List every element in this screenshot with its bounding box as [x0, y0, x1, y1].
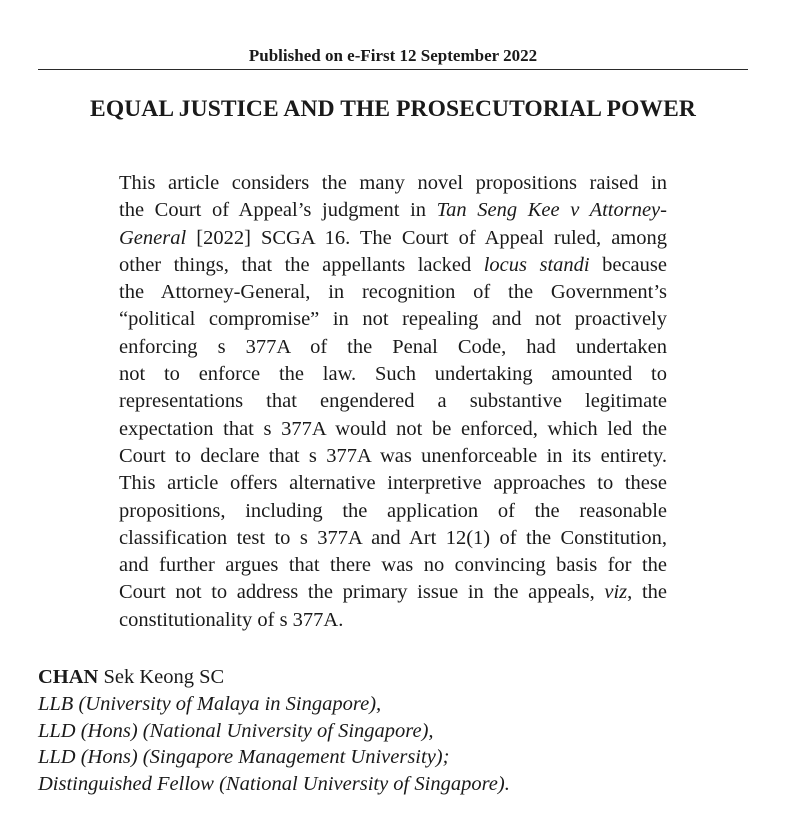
abstract-text: propositions, including the application of the reasonable [119, 499, 667, 522]
publication-date-header: Published on e-First 12 September 2022 [248, 46, 538, 65]
abstract-text: This article considers the many novel propositions raised in [119, 172, 667, 194]
abstract-text: “political compromise” in not repealing and not proactively [119, 308, 667, 331]
abstract-text: classification test to s 377A and Art 12(1) of the Constitution, [119, 526, 667, 549]
article-abstract [119, 170, 667, 634]
author-name [38, 664, 510, 691]
abstract-line [119, 607, 667, 634]
abstract-text: Court not to address the primary issue in the appeals, [119, 581, 605, 604]
abstract-text: the Court of Appeal’s judgment in [119, 199, 437, 222]
abstract-line [119, 334, 667, 361]
abstract-text: enforcing s 377A of the Penal Code, had undertaken [119, 335, 667, 358]
abstract-line [119, 252, 667, 279]
author-credential: Distinguished Fellow (National University of Singapore). [38, 773, 510, 796]
abstract-line [119, 306, 667, 333]
abstract-line [119, 443, 667, 470]
abstract-line [119, 470, 667, 497]
abstract-text: Court to declare that s 377A was unenforceable in its entirety. [119, 444, 667, 467]
author-surname: CHAN [38, 666, 99, 688]
abstract-line [119, 197, 667, 224]
abstract-line [119, 225, 667, 252]
abstract-line [119, 388, 667, 415]
author-block [38, 664, 510, 798]
abstract-text: This article offers alternative interpretive approaches to these [119, 472, 667, 495]
abstract-text: , the [627, 581, 667, 604]
abstract-text: not to enforce the law. Such undertaking amounted to [119, 363, 667, 386]
abstract-text: and further argues that there was no convincing basis for the [119, 554, 667, 577]
article-title: EQUAL JUSTICE AND THE PROSECUTORIAL POWER [90, 96, 696, 122]
abstract-text: [2022] SCGA 16. The Court of Appeal ruled, among [186, 226, 667, 249]
abstract-italic-text: Tan Seng Kee v Attorney- [436, 199, 667, 222]
header-rule [38, 69, 748, 70]
abstract-line [119, 279, 667, 306]
abstract-line [119, 525, 667, 552]
author-credential: LLB (University of Malaya in Singapore), [38, 692, 382, 715]
abstract-text: the Attorney-General, in recognition of the Government’s [119, 281, 667, 304]
abstract-line [119, 170, 667, 197]
abstract-text: expectation that s 377A would not be enforced, which led the [119, 417, 667, 440]
author-credential: LLD (Hons) (Singapore Management University); [38, 746, 450, 769]
abstract-text: other things, that the appellants lacked [119, 253, 484, 276]
abstract-line [119, 416, 667, 443]
abstract-line [119, 552, 667, 579]
abstract-line [119, 498, 667, 525]
abstract-text: constitutionality of s 377A. [119, 608, 344, 631]
abstract-italic-text: General [119, 226, 187, 249]
author-credential: LLD (Hons) (National University of Singapore), [38, 719, 434, 742]
abstract-italic-text: locus standi [483, 253, 590, 276]
abstract-line [119, 579, 667, 606]
author-given-name: Sek Keong SC [98, 666, 225, 688]
abstract-italic-text: viz [604, 581, 628, 604]
abstract-text: because [589, 253, 667, 276]
abstract-line [119, 361, 667, 388]
abstract-text: representations that engendered a substantive legitimate [119, 390, 667, 413]
